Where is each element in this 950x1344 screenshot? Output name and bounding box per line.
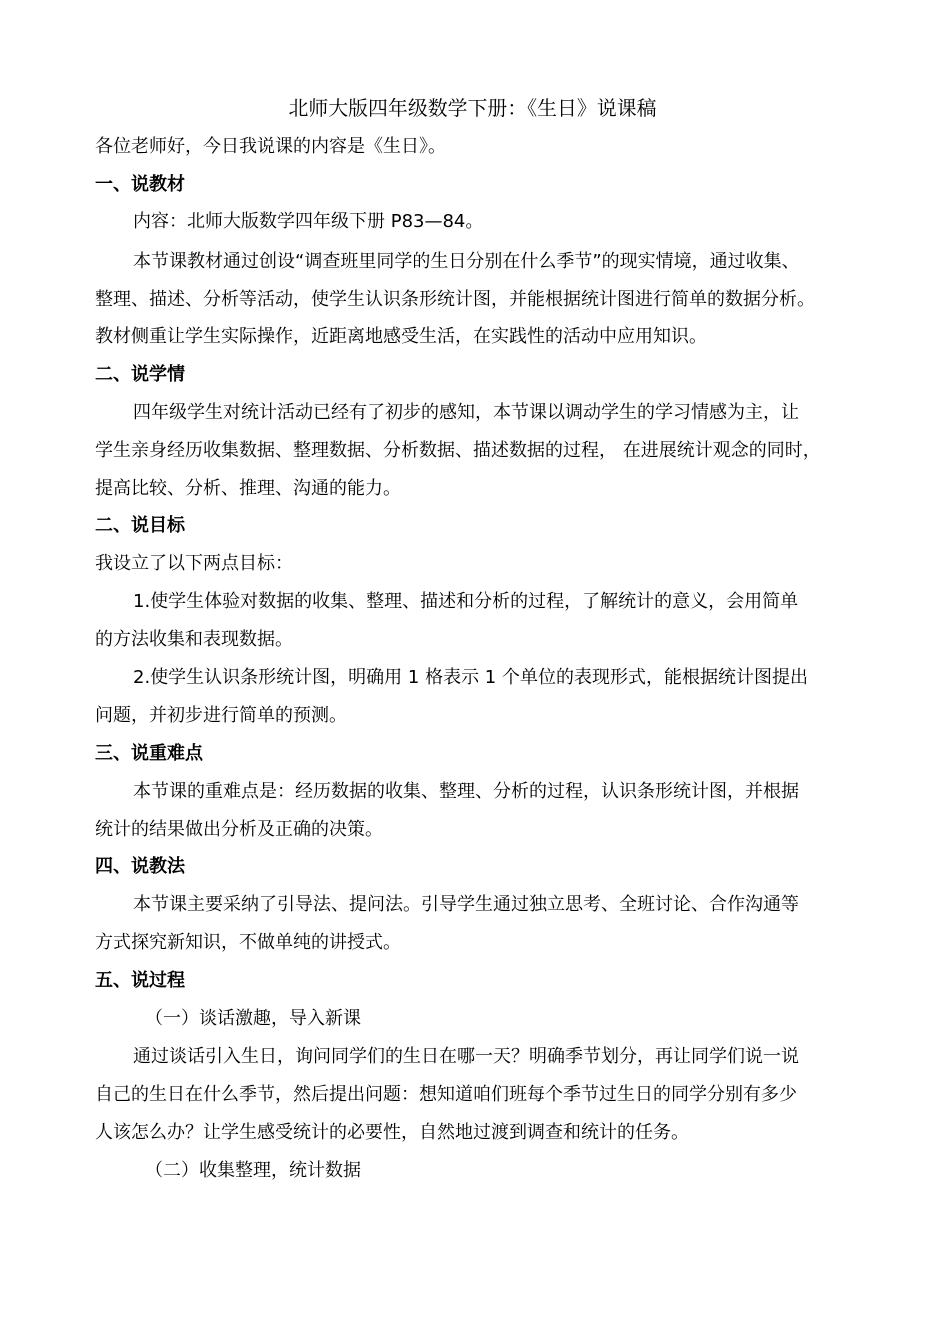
paragraph-line: 的方法收集和表现数据。 [95, 629, 293, 650]
subheading-line: （一）谈话激趣，导入新课 [145, 1008, 361, 1029]
section-heading-methods: 四、说教法 [95, 856, 185, 877]
paragraph-line: 内容：北师大版数学四年级下册 P83—84。 [133, 211, 484, 232]
paragraph-line: 学生亲身经历收集数据、整理数据、分析数据、描述数据的过程， 在进展统计观念的同时， [95, 440, 821, 461]
subheading-line: （二）收集整理，统计数据 [145, 1160, 361, 1181]
paragraph-line: 问题，并初步进行简单的预测。 [95, 705, 347, 726]
paragraph-line: 2.使学生认识条形统计图，明确用 1 格表示 1 个单位的表现形式，能根据统计图提出 [133, 667, 808, 688]
paragraph-line: 本节课的重难点是：经历数据的收集、整理、分析的过程，认识条形统计图，并根据 [133, 781, 799, 802]
paragraph-line: 方式探究新知识，不做单纯的讲授式。 [95, 932, 401, 953]
paragraph-line: 本节课主要采纳了引导法、提问法。引导学生通过独立思考、全班讨论、合作沟通等 [133, 894, 799, 915]
paragraph-line: 本节课教材通过创设“调查班里同学的生日分别在什么季节”的现实情境，通过收集、 [133, 251, 800, 272]
paragraph-line: 人该怎么办？让学生感受统计的必要性，自然地过渡到调查和统计的任务。 [95, 1122, 689, 1143]
section-heading-objectives: 二、说目标 [95, 515, 185, 536]
paragraph-line: 整理、描述、分析等活动，使学生认识条形统计图，并能根据统计图进行简单的数据分析。 [95, 289, 815, 310]
paragraph-line: 通过谈话引入生日，询问同学们的生日在哪一天？明确季节划分，再让同学们说一说 [133, 1046, 799, 1067]
paragraph-line: 1.使学生体验对数据的收集、整理、描述和分析的过程，了解统计的意义，会用简单 [133, 591, 799, 612]
paragraph-line: 自己的生日在什么季节，然后提出问题：想知道咱们班每个季节过生日的同学分别有多少 [95, 1084, 797, 1105]
paragraph-line: 教材侧重让学生实际操作，近距离地感受生活，在实践性的活动中应用知识。 [95, 326, 707, 347]
section-heading-students: 二、说学情 [95, 364, 185, 385]
section-heading-process: 五、说过程 [95, 970, 185, 991]
section-heading-key-points: 三、说重难点 [95, 743, 203, 764]
section-heading-textbook: 一、说教材 [95, 174, 185, 195]
paragraph-line: 四年级学生对统计活动已经有了初步的感知，本节课以调动学生的学习情感为主，让 [133, 402, 799, 423]
paragraph-line: 我设立了以下两点目标： [95, 553, 293, 574]
paragraph-line: 提高比较、分析、推理、沟通的能力。 [95, 478, 401, 499]
greeting-line: 各位老师好，今日我说课的内容是《生日》。 [95, 136, 446, 157]
document-title: 北师大版四年级数学下册：《生日》说课稿 [288, 96, 657, 120]
paragraph-line: 统计的结果做出分析及正确的决策。 [95, 819, 383, 840]
